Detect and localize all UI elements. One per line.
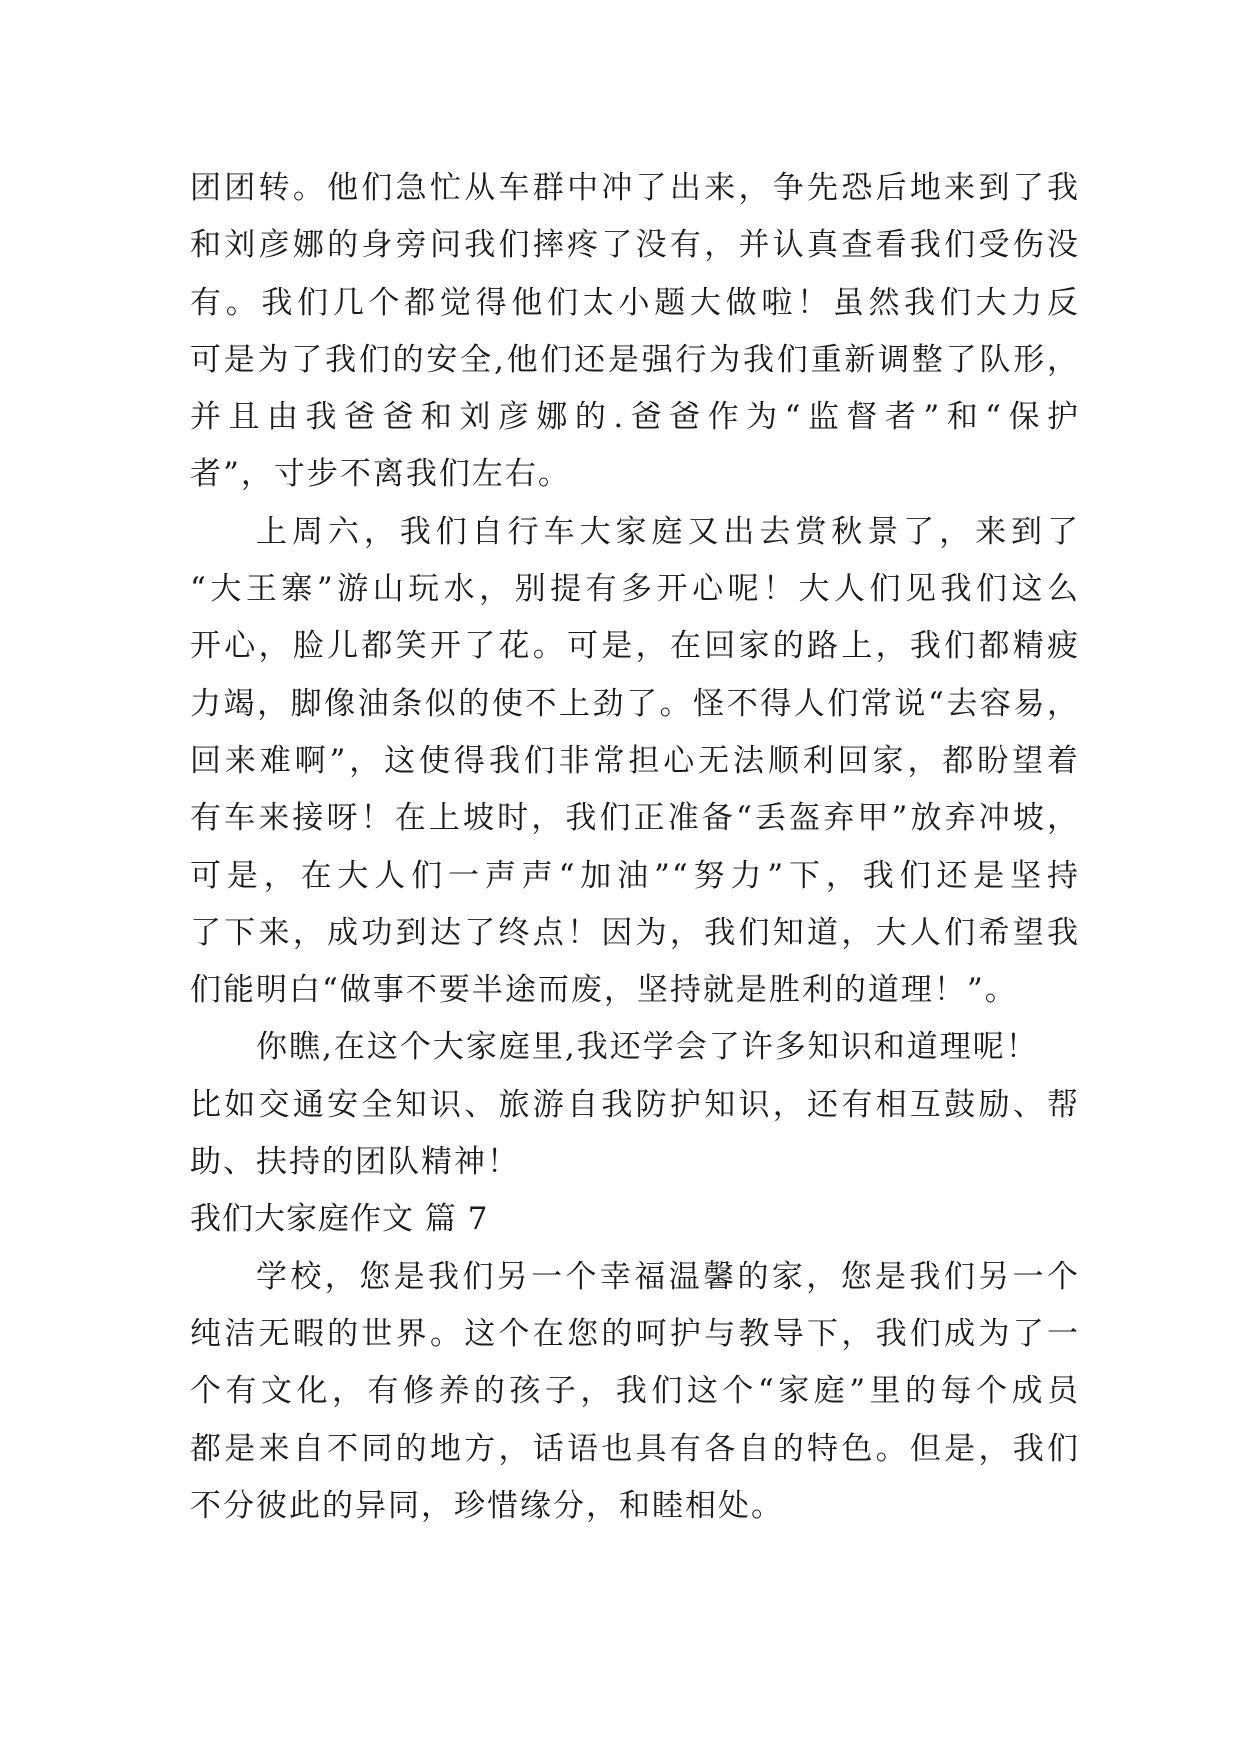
paragraph-4 — [190, 1249, 1080, 1535]
paragraph-line: 可是为了我们的安全,他们还是强行为我们重新调整了队形， — [190, 341, 1080, 378]
paragraph-line: 团团转。他们急忙从车群中冲了出来，争先恐后地来到了我 — [190, 170, 1080, 206]
paragraph-line: 有。我们几个都觉得他们太小题大做啦！虽然我们大力反 — [190, 284, 1080, 321]
paragraph-line: 都是来自不同的地方，话语也具有各自的特色。但是，我们 — [190, 1430, 1080, 1467]
paragraph-3 — [190, 1019, 1080, 1191]
paragraph-line: 学校，您是我们另一个幸福温馨的家，您是我们另一个 — [256, 1258, 1080, 1295]
paragraph-line: 了下来，成功到达了终点！因为，我们知道，大人们希望我 — [190, 914, 1080, 951]
paragraph-line: 们能明白“做事不要半途而废，坚持就是胜利的道理！”。 — [190, 972, 1018, 1009]
essay-body — [190, 160, 1080, 1535]
paragraph-line: 和刘彦娜的身旁问我们摔疼了没有，并认真查看我们受伤没 — [190, 227, 1080, 264]
paragraph-line: 并且由我爸爸和刘彦娜的.爸爸作为“监督者”和“保护 — [190, 399, 1080, 436]
paragraph-line: 上周六，我们自行车大家庭又出去赏秋景了，来到了 — [256, 513, 1080, 550]
paragraph-line: 力竭，脚像油条似的使不上劲了。怪不得人们常说“去容易， — [190, 685, 1080, 722]
paragraph-line: 纯洁无暇的世界。这个在您的呵护与教导下，我们成为了一 — [190, 1315, 1080, 1352]
paragraph-line: 可是，在大人们一声声“加油”“努力”下，我们还是坚持 — [190, 857, 1080, 894]
paragraph-line: 回来难啊”，这使得我们非常担心无法顺利回家，都盼望着 — [190, 742, 1080, 779]
paragraph-line: 你瞧,在这个大家庭里,我还学会了许多知识和道理呢！ — [256, 1029, 1039, 1066]
paragraph-line: 有车来接呀！在上坡时，我们正准备“丢盔弃甲”放弃冲坡， — [190, 800, 1080, 837]
paragraph-line: 开心，脸儿都笑开了花。可是，在回家的路上，我们都精疲 — [190, 628, 1080, 665]
paragraph-line: 不分彼此的异同，珍惜缘分，和睦相处。 — [190, 1487, 784, 1524]
paragraph-1 — [190, 160, 1080, 504]
paragraph-line: 者”，寸步不离我们左右。 — [190, 456, 571, 493]
paragraph-line: 比如交通安全知识、旅游自我防护知识，还有相互鼓励、帮 — [190, 1086, 1080, 1123]
paragraph-line: 个有文化，有修养的孩子，我们这个“家庭”里的每个成员 — [190, 1373, 1080, 1410]
section-heading: 我们大家庭作文 篇 7 — [190, 1201, 489, 1238]
paragraph-line: 助、扶持的团队精神！ — [190, 1144, 520, 1181]
paragraph-line: “大王寨”游山玩水，别提有多开心呢！大人们见我们这么 — [190, 571, 1080, 608]
paragraph-2 — [190, 504, 1080, 1020]
